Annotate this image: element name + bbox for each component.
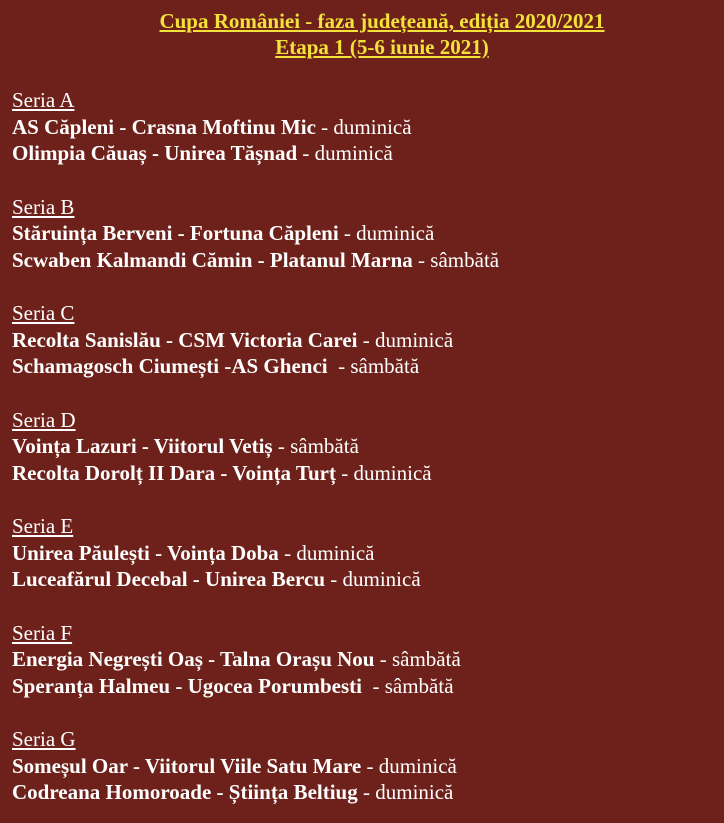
match-list (12, 220, 712, 273)
match-day: duminică (356, 221, 435, 245)
series-block (12, 407, 712, 487)
match-row (12, 327, 712, 354)
series-block (12, 620, 712, 700)
series-title: Seria C (12, 301, 75, 325)
match-separator: - (315, 114, 334, 139)
match-row (12, 566, 712, 593)
match-day: duminică (296, 540, 375, 565)
match-teams: Stăruința Berveni - Fortuna Căpleni (12, 221, 339, 245)
match-teams: Scwaben Kalmandi Cămin - Platanul Marna (12, 247, 413, 272)
match-teams: Luceafărul Decebal - Unirea Bercu (12, 567, 326, 591)
match-teams: Schamagosch Ciumești -AS Ghenci (12, 354, 328, 378)
series-list (12, 87, 712, 806)
match-teams: Codreana Homoroade - Știința Beltiug (12, 780, 358, 804)
match-list (12, 114, 712, 167)
header-title: Cupa României - faza județeană, ediția 2020/2021 (159, 9, 605, 33)
match-day: duminică (378, 753, 457, 778)
match-day: sâmbătă (290, 434, 359, 458)
match-separator: - (335, 460, 354, 485)
match-list (12, 753, 712, 806)
match-teams: Someșul Oar - Viitorul Viile Satu Mare (12, 753, 362, 778)
match-day: duminică (342, 567, 421, 591)
series-block (12, 726, 712, 806)
match-teams: Voința Lazuri - Viitorul Vetiș (12, 434, 273, 458)
match-list (12, 646, 712, 699)
match-day: duminică (333, 114, 412, 139)
match-separator: - (338, 221, 357, 245)
header-subtitle: Etapa 1 (5-6 iunie 2021) (275, 35, 489, 59)
series-title: Seria F (12, 620, 73, 645)
match-row (12, 460, 712, 487)
match-row (12, 433, 712, 460)
match-day: duminică (314, 141, 393, 165)
match-separator: - (327, 354, 351, 378)
match-list (12, 540, 712, 593)
match-row (12, 753, 712, 780)
match-list (12, 327, 712, 380)
match-row (12, 353, 712, 380)
match-day: duminică (375, 327, 454, 352)
match-row (12, 140, 712, 167)
match-separator: - (357, 327, 375, 352)
match-row (12, 673, 712, 700)
match-row (12, 540, 712, 567)
match-row (12, 247, 712, 274)
match-teams: Speranța Halmeu - Ugocea Porumbesti (12, 673, 362, 698)
match-day: sâmbătă (384, 673, 454, 698)
match-separator: - (297, 141, 315, 165)
match-teams: AS Căpleni - Crasna Moftinu Mic (12, 114, 316, 139)
match-row (12, 220, 712, 247)
match-row (12, 114, 712, 141)
match-day: sâmbătă (350, 354, 420, 378)
match-separator: - (361, 673, 385, 698)
series-block (12, 194, 712, 274)
match-day: duminică (375, 780, 454, 804)
match-separator: - (412, 247, 431, 272)
match-row (12, 646, 712, 673)
match-separator: - (272, 434, 291, 458)
match-teams: Recolta Sanislău - CSM Victoria Carei (12, 327, 358, 352)
series-title: Seria G (12, 727, 76, 751)
series-block (12, 87, 712, 167)
match-teams: Olimpia Căuaș - Unirea Tășnad (12, 141, 298, 165)
match-separator: - (361, 753, 379, 778)
match-separator: - (325, 567, 343, 591)
match-day: sâmbătă (430, 247, 500, 272)
match-day: sâmbătă (391, 647, 461, 671)
match-row (12, 779, 712, 806)
match-teams: Recolta Dorolț II Dara - Voința Turț (12, 460, 336, 485)
series-block (12, 300, 712, 380)
match-list (12, 433, 712, 486)
series-title: Seria B (12, 194, 75, 219)
match-separator: - (357, 780, 376, 804)
match-teams: Energia Negrești Oaș - Talna Orașu Nou (12, 647, 375, 671)
match-teams: Unirea Păulești - Voința Doba (12, 540, 279, 565)
match-day: duminică (353, 460, 432, 485)
series-block (12, 513, 712, 593)
series-title: Seria D (12, 407, 76, 432)
series-title: Seria E (12, 514, 74, 538)
match-separator: - (374, 647, 392, 671)
series-title: Seria A (12, 88, 75, 112)
match-separator: - (278, 540, 297, 565)
document-header (52, 8, 712, 60)
